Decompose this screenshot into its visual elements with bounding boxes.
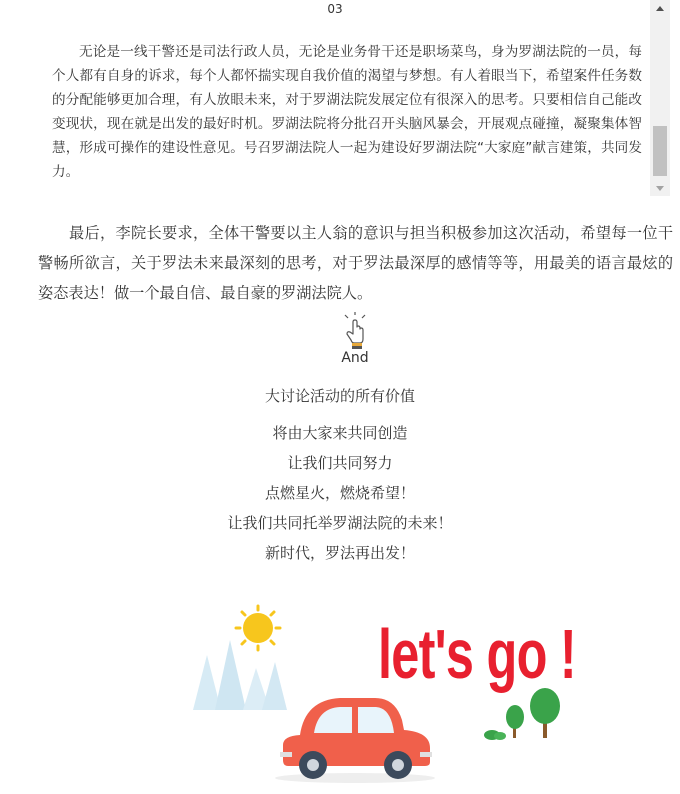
scroll-section[interactable] xyxy=(0,0,670,196)
chevron-down-icon xyxy=(656,186,664,191)
lets-go-slogan: let's go ! xyxy=(378,615,576,693)
scroll-down-button[interactable] xyxy=(650,180,670,196)
main-paragraph: 最后，李院长要求，全体干警要以主人翁的意识与担当积极参加这次活动，希望每一位干警畅所欲言，关于罗法未来最深刻的思考，对于罗法最深厚的感情等等，用最美的语言最炫的姿态表达！做一个最自信、最自豪的罗湖法院人。 xyxy=(38,224,673,302)
hand-pointer-icon xyxy=(340,312,370,352)
car-icon xyxy=(280,698,432,779)
and-label: And xyxy=(341,350,369,366)
section-paragraph: 无论是一线干警还是司法行政人员，无论是业务骨干还是职场菜鸟，身为罗湖法院的一员，每个人都有自身的诉求，每个人都怀揣实现自我价值的渴望与梦想。有人着眼当下，希望案件任务数的分配能够更加合理，有人放眼未来，对于罗湖法院发展定位有很深入的思考。只要相信自己能改变现状，现在就是出发的最好时机。罗湖法院将分批召开头脑风暴会，开展观点碰撞，凝聚集体智慧，形成可操作的建设性意见。号召罗湖法院人一起为建设好罗湖法院“大家庭”献言建策，共同发力。 xyxy=(52,44,642,180)
scrollbar-thumb[interactable] xyxy=(653,126,667,176)
sun-icon xyxy=(236,606,280,650)
closing-line: 新时代，罗法再出发！ xyxy=(264,544,415,562)
section-number: 03 xyxy=(327,2,343,16)
tree-icon xyxy=(484,688,560,740)
closing-line: 让我们共同努力 xyxy=(287,454,393,472)
scroll-up-button[interactable] xyxy=(650,0,670,16)
chevron-up-icon xyxy=(656,6,664,11)
mountains xyxy=(193,640,287,710)
scrollbar[interactable] xyxy=(650,0,670,196)
closing-line: 大讨论活动的所有价值 xyxy=(264,387,415,405)
closing-line: 点燃星火，燃烧希望！ xyxy=(264,484,415,502)
closing-line: 让我们共同托举罗湖法院的未来！ xyxy=(227,514,453,532)
closing-line: 将由大家来共同创造 xyxy=(272,424,408,442)
